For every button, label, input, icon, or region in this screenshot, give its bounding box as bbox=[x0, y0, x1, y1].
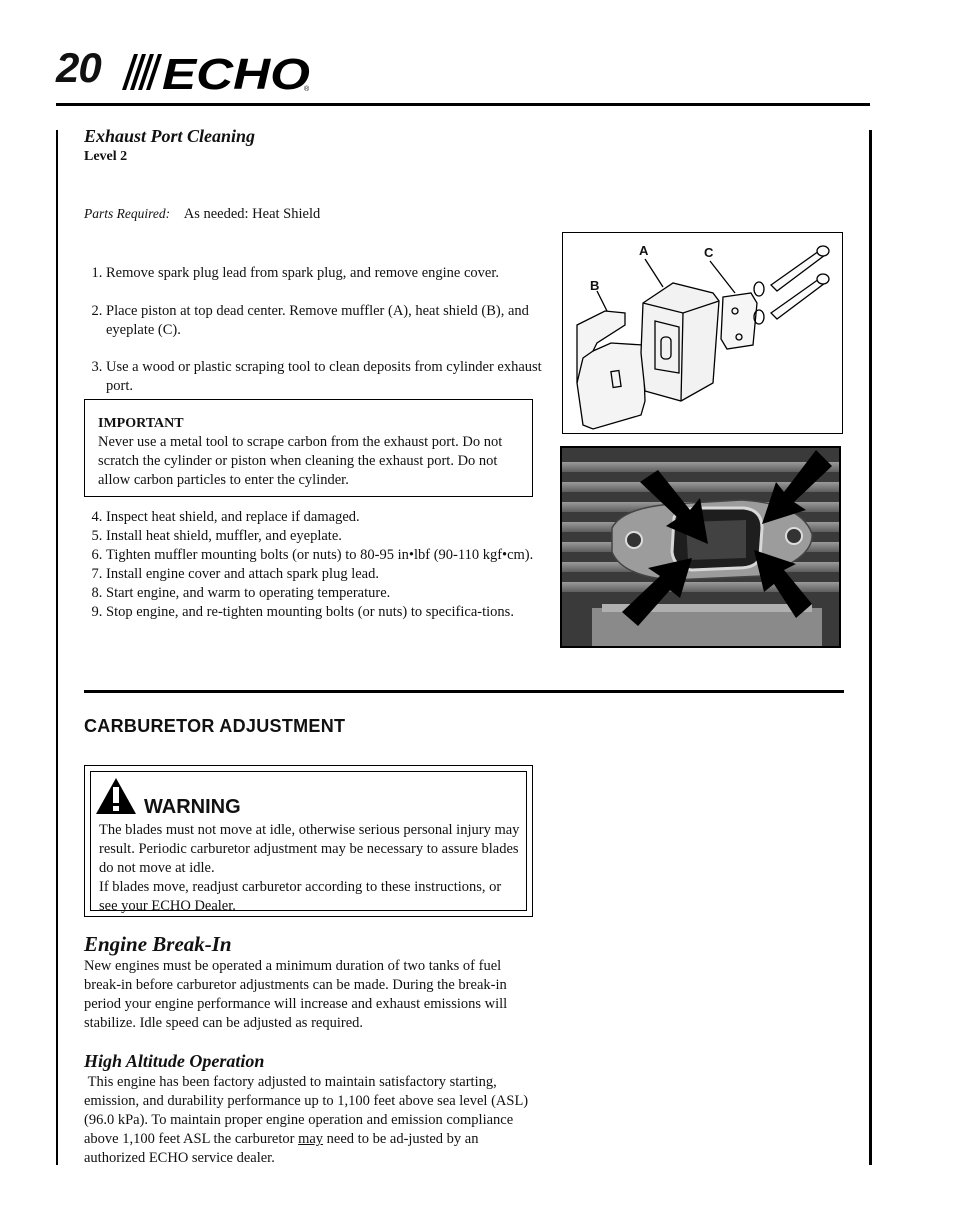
step-4: 4. Inspect heat shield, and replace if damaged. bbox=[106, 508, 556, 527]
step-3: 3. Use a wood or plastic scraping tool to clean deposits from cylinder exhaust port. bbox=[106, 358, 556, 396]
step-8: 8. Start engine, and warm to operating temperature. bbox=[106, 584, 556, 603]
section-rule bbox=[84, 690, 844, 693]
label-a: A bbox=[639, 243, 649, 258]
carburetor-title: CARBURETOR ADJUSTMENT bbox=[84, 716, 346, 736]
altitude-text-part-2: need to be ad-justed by an authorized ECHO service dealer. bbox=[84, 1131, 483, 1166]
parts-label: Parts Required: bbox=[84, 206, 171, 221]
warning-icon bbox=[96, 778, 136, 819]
step-9: 9. Stop engine, and re-tighten mounting bolts (or nuts) to specifica-tions. bbox=[106, 603, 556, 622]
level-label: Level 2 bbox=[84, 149, 128, 164]
diagram-drawing bbox=[563, 233, 842, 433]
echo-logo bbox=[116, 50, 316, 97]
step-7: 7. Install engine cover and attach spark plug lead. bbox=[106, 565, 556, 584]
left-margin-rule bbox=[56, 130, 58, 1165]
warning-paragraph-2: If blades move, readjust carburetor according to these instructions, or see your ECHO Dealer. bbox=[99, 879, 502, 914]
warning-text bbox=[99, 821, 520, 916]
steps-list-b bbox=[84, 508, 556, 622]
right-margin-rule bbox=[869, 130, 872, 1165]
altitude-text-underlined: may bbox=[298, 1131, 324, 1147]
warning-label: WARNING bbox=[144, 796, 241, 818]
step-2: 2. Place piston at top dead center. Remove muffler (A), heat shield (B), and eyeplate (C). bbox=[106, 302, 556, 340]
label-c: C bbox=[704, 245, 714, 260]
svg-text:®: ® bbox=[304, 86, 310, 92]
important-box bbox=[84, 399, 533, 497]
break-in-title: Engine Break-In bbox=[84, 932, 232, 956]
step-1: 1. Remove spark plug lead from spark plug, and remove engine cover. bbox=[106, 264, 556, 283]
altitude-title: High Altitude Operation bbox=[84, 1051, 265, 1071]
altitude-text bbox=[84, 1073, 534, 1168]
important-text: Never use a metal tool to scrape carbon from the exhaust port. Do not scratch the cylinder or piston when cleaning the exhaust port. Do not allow carbon particles to enter the cylinder. bbox=[98, 434, 503, 488]
altitude-text-part-1: This engine has been factory adjusted to maintain satisfactory starting, emission, and durability performance up to 1,100 feet above sea level (ASL) (96.0 kPa). To maintain proper engine operation and emission compliance above 1,100 feet ASL the carburetor bbox=[84, 1074, 532, 1147]
break-in-text: New engines must be operated a minimum duration of two tanks of fuel break-in before carburetor adjustments can be made. During the break-in period your engine performance will increase and exhaust emissions will stabilize. Idle speed can be adjusted as required. bbox=[84, 958, 508, 1031]
step-5: 5. Install heat shield, muffler, and eyeplate. bbox=[106, 527, 556, 546]
step-6: 6. Tighten muffler mounting bolts (or nuts) to 80-95 in•lbf (90-110 kgf•cm). bbox=[106, 546, 556, 565]
parts-value: As needed: Heat Shield bbox=[183, 206, 321, 222]
steps-list-a bbox=[84, 264, 556, 396]
exhaust-port-photo bbox=[560, 446, 841, 648]
exhaust-title: Exhaust Port Cleaning bbox=[84, 126, 256, 146]
warning-inner-border bbox=[90, 771, 527, 914]
header-rule bbox=[56, 103, 870, 106]
muffler-exploded-diagram bbox=[562, 232, 843, 434]
warning-paragraph-1: The blades must not move at idle, otherwise serious personal injury may result. Periodic carburetor adjustment may be necessary to assure blades do not move at idle. bbox=[99, 822, 520, 876]
page-number: 20 bbox=[56, 44, 101, 91]
label-b: B bbox=[590, 278, 600, 293]
important-title: IMPORTANT bbox=[98, 416, 184, 431]
parts-required bbox=[84, 204, 320, 224]
svg-text:ECHO: ECHO bbox=[162, 50, 310, 92]
warning-box bbox=[84, 765, 533, 917]
